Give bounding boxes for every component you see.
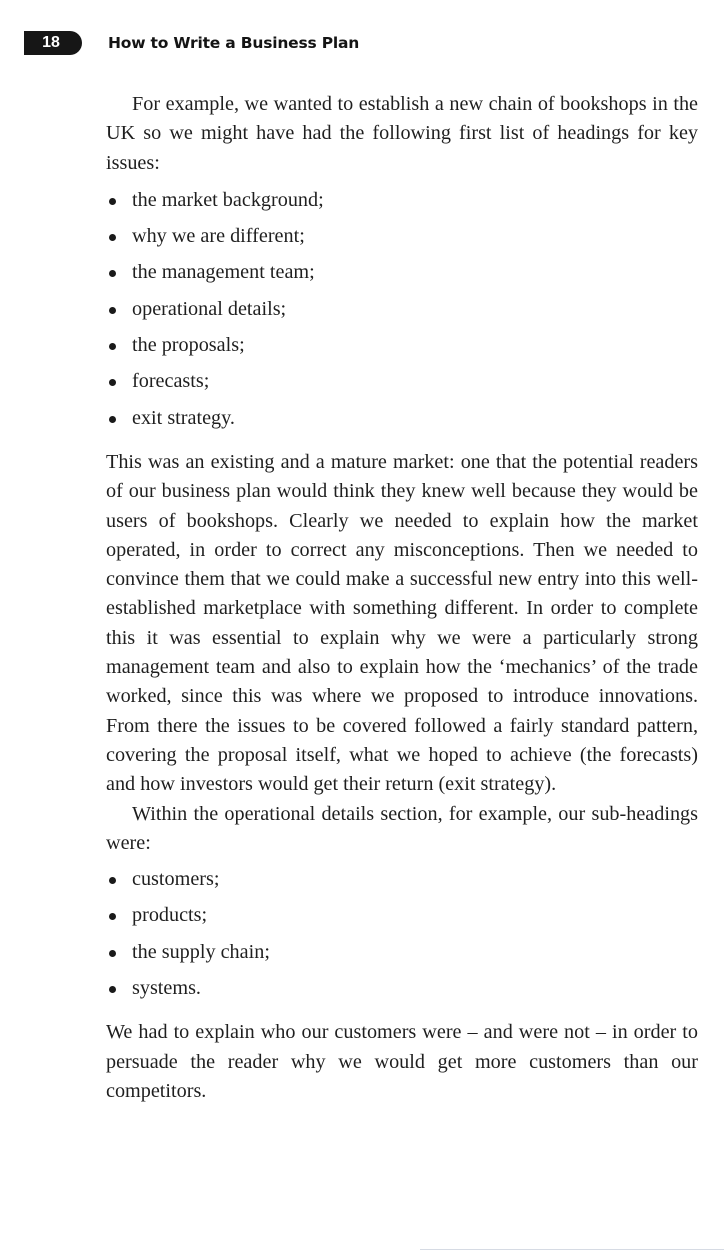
list-item-text: forecasts; <box>132 370 210 393</box>
list-item <box>106 974 698 1010</box>
page-number-badge: 18 <box>24 31 82 55</box>
page-body <box>106 90 698 1106</box>
bottom-rule <box>420 1249 724 1250</box>
operational-paragraph: Within the operational details section, for example, our sub-headings were: <box>106 802 698 854</box>
list-item <box>106 404 698 440</box>
bullet-icon <box>109 343 116 350</box>
list-item <box>106 186 698 222</box>
list-item-text: the proposals; <box>132 334 245 357</box>
bullet-icon <box>109 913 116 920</box>
list-item-text: the management team; <box>132 261 315 284</box>
bullet-icon <box>109 877 116 884</box>
bullet-icon <box>109 986 116 993</box>
customers-paragraph: We had to explain who our customers were – and were not – in order to persuade the reader why we would get more customers than our competitors. <box>106 1021 698 1102</box>
page-header <box>24 30 359 56</box>
list-item <box>106 865 698 901</box>
subheadings-list <box>106 865 698 1010</box>
list-item <box>106 331 698 367</box>
running-title: How to Write a Business Plan <box>108 34 360 52</box>
list-item-text: why we are different; <box>132 225 305 248</box>
market-paragraph: This was an existing and a mature market: one that the potential readers of our business plan would think they knew well because they would be users of bookshops. Clearly we needed to explain how the market operated, in order to correct any misconceptions. Then we needed to convince them that we could make a successful new entry into this well-established marketplace with something different. In order to complete this it was essential to explain why we were a particularly strong management team and also to explain how the ‘mechanics’ of the trade worked, since this was where we proposed to introduce innovations. From there the issues to be covered followed a fairly standard pattern, covering the proposal itself, what we hoped to achieve (the forecasts) and how investors would get their return (exit strategy). <box>106 450 698 796</box>
list-item-text: customers; <box>132 868 220 891</box>
list-item-text: the market background; <box>132 188 324 211</box>
bullet-icon <box>109 198 116 205</box>
list-item-text: exit strategy. <box>132 406 235 429</box>
bullet-icon <box>109 270 116 277</box>
list-item-text: operational details; <box>132 297 287 320</box>
bullet-icon <box>109 950 116 957</box>
bullet-icon <box>109 416 116 423</box>
bullet-icon <box>109 234 116 241</box>
bullet-icon <box>109 379 116 386</box>
list-item-text: the supply chain; <box>132 940 270 963</box>
list-item <box>106 367 698 403</box>
intro-paragraph: For example, we wanted to establish a new chain of bookshops in the UK so we might have had the following first list of headings for key issues: <box>106 93 698 174</box>
list-item <box>106 258 698 294</box>
key-issues-list <box>106 186 698 440</box>
list-item <box>106 295 698 331</box>
list-item-text: systems. <box>132 977 201 1000</box>
bullet-icon <box>109 307 116 314</box>
list-item <box>106 222 698 258</box>
list-item-text: products; <box>132 904 208 927</box>
list-item <box>106 938 698 974</box>
list-item <box>106 901 698 937</box>
